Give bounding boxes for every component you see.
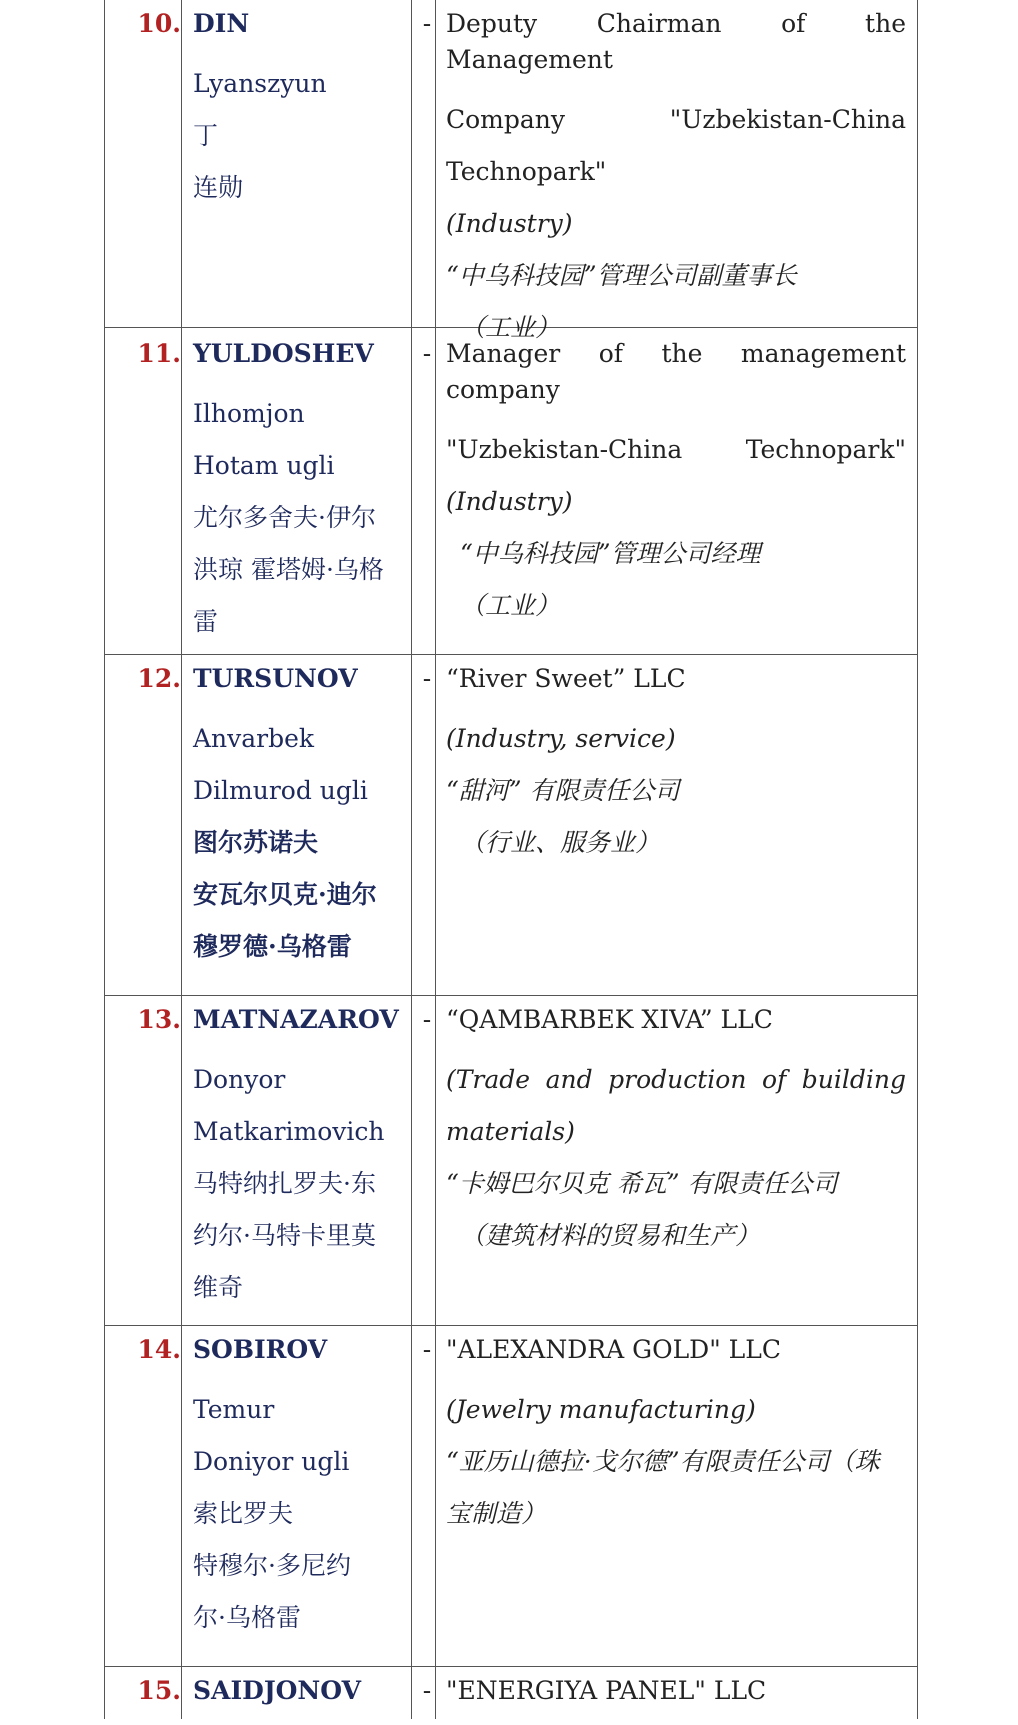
table-row [104,1324,918,1667]
person-name: TURSUNOV Anvarbek Dilmurod ugli 图尔苏诺夫 安瓦尔贝克·迪尔 穆罗德·乌格雷 [193,664,377,961]
row-number: 12. [137,664,181,693]
table-row [104,0,918,342]
separator-dash: - [422,1005,432,1034]
person-name: SAIDJONOV [193,1676,362,1705]
separator-dash: - [422,1676,432,1705]
organization-description: “River Sweet” LLC (Industry, service) “甜河” 有限责任公司 （行业、服务业） [446,664,686,857]
table-row [104,1665,918,1719]
table-row [104,653,918,996]
row-number: 13. [137,1005,181,1034]
row-number: 14. [137,1335,181,1364]
table-row [104,994,918,1326]
organization-description: Deputy Chairman of the Management Company "Uzbekistan-China Technopark" (Industry) “中乌科技园”管理公司副董事长 （工业） [446,9,906,342]
organization-description: “QAMBARBEK XIVA” LLC (Trade and production of building materials) “卡姆巴尔贝克 希瓦” 有限责任公司 （建筑材料的贸易和生产） [446,1005,906,1250]
separator-dash: - [422,9,432,38]
row-number: 15. [137,1676,181,1705]
row-number: 10. [137,9,181,38]
row-number: 11. [137,339,181,368]
separator-dash: - [422,1335,432,1364]
person-name: MATNAZAROV Donyor Matkarimovich 马特纳扎罗夫·东 约尔·马特卡里莫 维奇 [193,1005,399,1302]
person-name: SOBIROV Temur Doniyor ugli 索比罗夫 特穆尔·多尼约 尔·乌格雷 [193,1335,351,1632]
person-name: DIN Lyanszyun 丁 连勋 [193,9,327,202]
organization-description: "ALEXANDRA GOLD" LLC (Jewelry manufacturing) “亚历山德拉·戈尔德”有限责任公司（珠 宝制造） [446,1335,880,1528]
table-row [104,328,918,655]
organization-description: "ENERGIYA PANEL" LLC [446,1676,767,1705]
person-name: YULDOSHEV Ilhomjon Hotam ugli 尤尔多舍夫·伊尔 洪琼 霍塔姆·乌格 雷 [193,339,384,636]
separator-dash: - [422,339,432,368]
separator-dash: - [422,664,432,693]
organization-description: Manager of the management company "Uzbekistan-China Technopark" (Industry) “中乌科技园”管理公司经理 （工业） [446,339,906,620]
